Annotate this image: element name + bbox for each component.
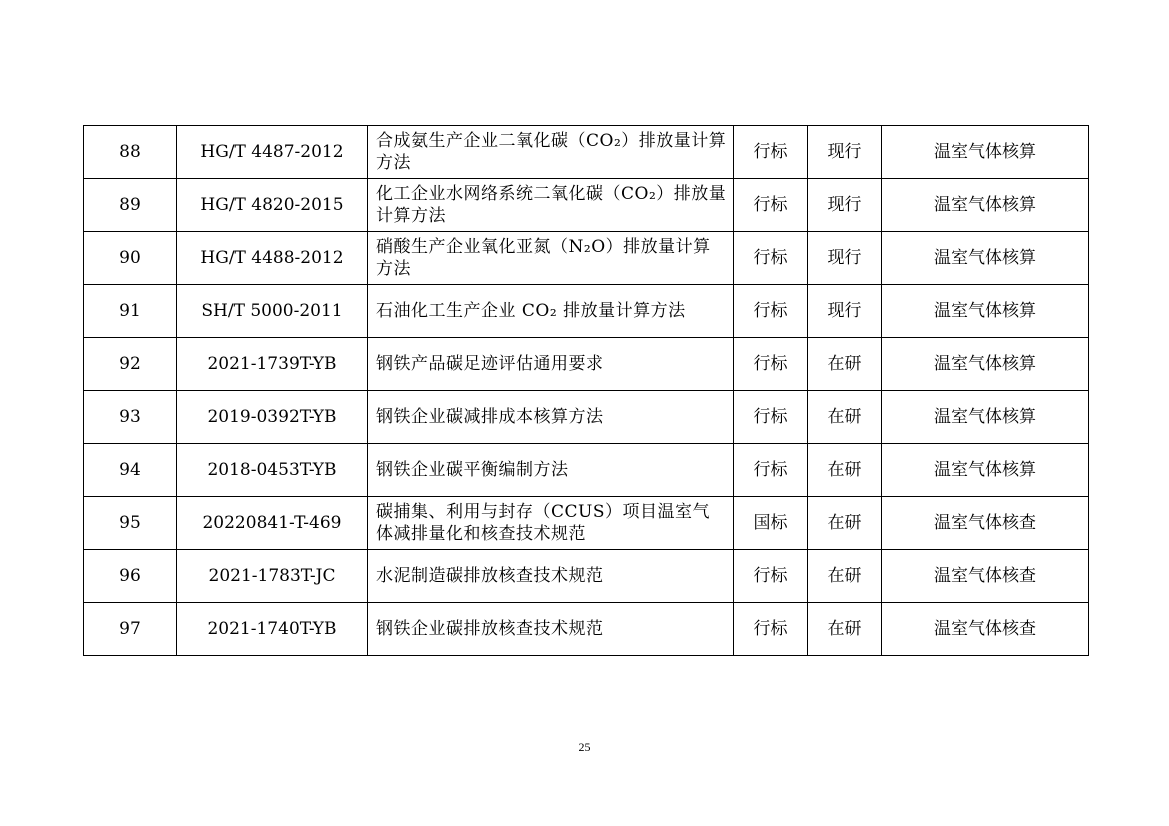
- standard-category: 温室气体核查: [882, 550, 1089, 603]
- standard-name-text: 合成氨生产企业二氧化碳（CO₂）排放量计算方法: [376, 131, 727, 173]
- standard-status: 在研: [808, 497, 882, 550]
- row-number: 88: [84, 126, 177, 179]
- table-row: [84, 444, 1089, 497]
- standard-code: HG/T 4487-2012: [177, 126, 368, 179]
- standard-name-text: 石油化工生产企业 CO₂ 排放量计算方法: [376, 301, 686, 321]
- standard-code: 2018-0453T-YB: [177, 444, 368, 497]
- standard-status: 现行: [808, 285, 882, 338]
- standard-code: SH/T 5000-2011: [177, 285, 368, 338]
- standard-type: 行标: [734, 391, 808, 444]
- standard-type: 行标: [734, 285, 808, 338]
- row-number: 95: [84, 497, 177, 550]
- standard-name-text: 钢铁企业碳减排成本核算方法: [376, 407, 604, 427]
- standard-name-text: 化工企业水网络系统二氧化碳（CO₂）排放量计算方法: [376, 184, 727, 226]
- standard-name-text: 钢铁企业碳平衡编制方法: [376, 460, 569, 480]
- standard-name: [368, 285, 734, 338]
- standard-name-text: 钢铁产品碳足迹评估通用要求: [376, 354, 604, 374]
- table-row: [84, 179, 1089, 232]
- standard-status: 现行: [808, 232, 882, 285]
- row-number: 94: [84, 444, 177, 497]
- row-number: 96: [84, 550, 177, 603]
- standard-type: 行标: [734, 603, 808, 656]
- standard-code: 2021-1740T-YB: [177, 603, 368, 656]
- row-number: 92: [84, 338, 177, 391]
- standard-name: [368, 497, 734, 550]
- standard-status: 在研: [808, 550, 882, 603]
- standard-status: 在研: [808, 603, 882, 656]
- table-row: [84, 391, 1089, 444]
- row-number: 97: [84, 603, 177, 656]
- standard-type: 行标: [734, 179, 808, 232]
- standard-category: 温室气体核查: [882, 603, 1089, 656]
- row-number: 93: [84, 391, 177, 444]
- standard-type: 行标: [734, 232, 808, 285]
- table-row: [84, 497, 1089, 550]
- standard-category: 温室气体核算: [882, 391, 1089, 444]
- standard-status: 现行: [808, 126, 882, 179]
- standard-name-text: 钢铁企业碳排放核查技术规范: [376, 619, 604, 639]
- standard-category: 温室气体核算: [882, 232, 1089, 285]
- standard-type: 国标: [734, 497, 808, 550]
- standard-name-text: 水泥制造碳排放核查技术规范: [376, 566, 604, 586]
- table-row: [84, 232, 1089, 285]
- standard-code: HG/T 4488-2012: [177, 232, 368, 285]
- standard-category: 温室气体核算: [882, 338, 1089, 391]
- standards-table: [83, 125, 1089, 656]
- standard-status: 在研: [808, 338, 882, 391]
- standard-code: HG/T 4820-2015: [177, 179, 368, 232]
- standard-category: 温室气体核算: [882, 179, 1089, 232]
- standard-type: 行标: [734, 444, 808, 497]
- standard-type: 行标: [734, 550, 808, 603]
- row-number: 91: [84, 285, 177, 338]
- standard-category: 温室气体核算: [882, 444, 1089, 497]
- standard-code: 2021-1739T-YB: [177, 338, 368, 391]
- standard-name: [368, 444, 734, 497]
- standard-code: 20220841-T-469: [177, 497, 368, 550]
- standard-code: 2019-0392T-YB: [177, 391, 368, 444]
- row-number: 90: [84, 232, 177, 285]
- standard-status: 在研: [808, 391, 882, 444]
- table-row: [84, 550, 1089, 603]
- table-row: [84, 285, 1089, 338]
- standard-name: [368, 391, 734, 444]
- standard-name: [368, 232, 734, 285]
- standard-category: 温室气体核查: [882, 497, 1089, 550]
- standard-type: 行标: [734, 126, 808, 179]
- standard-name-text: 碳捕集、利用与封存（CCUS）项目温室气体减排量化和核查技术规范: [376, 502, 710, 544]
- standard-category: 温室气体核算: [882, 285, 1089, 338]
- standard-status: 在研: [808, 444, 882, 497]
- standard-type: 行标: [734, 338, 808, 391]
- standard-name: [368, 603, 734, 656]
- table-row: [84, 126, 1089, 179]
- standard-name: [368, 550, 734, 603]
- page-number: 25: [578, 740, 591, 754]
- standard-name-text: 硝酸生产企业氧化亚氮（N₂O）排放量计算方法: [376, 237, 711, 279]
- standard-code: 2021-1783T-JC: [177, 550, 368, 603]
- standard-name: [368, 338, 734, 391]
- standard-category: 温室气体核算: [882, 126, 1089, 179]
- standard-name: [368, 179, 734, 232]
- table-row: [84, 603, 1089, 656]
- table-row: [84, 338, 1089, 391]
- row-number: 89: [84, 179, 177, 232]
- standard-name: [368, 126, 734, 179]
- standard-status: 现行: [808, 179, 882, 232]
